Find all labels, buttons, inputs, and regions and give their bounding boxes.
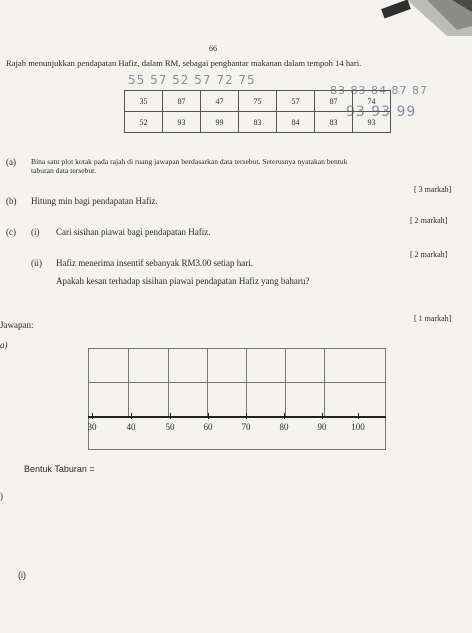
axis-tick: [322, 413, 323, 419]
table-cell: 57: [277, 91, 315, 112]
axis-tick-label: 80: [279, 422, 289, 432]
axis-tick: [358, 413, 359, 419]
question-c-label: (c): [6, 227, 16, 237]
table-cell: 47: [201, 91, 239, 112]
question-c-i-marks: [ 2 markah]: [410, 216, 448, 225]
table-cell: 52: [125, 112, 163, 133]
question-c-ii-marks: [ 2 markah]: [410, 250, 448, 259]
axis-tick: [131, 413, 132, 419]
axis-tick-label: 40: [126, 422, 136, 432]
axis-tick: [92, 413, 93, 419]
question-a-text: Bina satu plot kotak pada rajah di ruang jawapan berdasarkan data tersebut. Seterusnya nyatakan bentuk: [31, 157, 348, 166]
table-cell: 35: [125, 91, 163, 112]
handwriting-sorted-3: 93 93 99: [346, 104, 417, 120]
number-line-axis: [88, 416, 386, 418]
axis-tick-label: 30: [87, 422, 97, 432]
answer-c-i-label: (i): [18, 570, 26, 580]
question-b-label: (b): [6, 196, 17, 206]
table-cell: 87: [315, 91, 353, 112]
handwriting-sorted-2: 83 83 84 87 87: [330, 84, 428, 97]
intro-text: Rajah menunjukkan pendapatan Hafiz, dalam RM, sebagai penghantar makanan dalam tempoh 14 hari.: [6, 58, 362, 68]
answer-heading: Jawapan:: [0, 320, 34, 330]
axis-tick: [284, 413, 285, 419]
page-number: 66: [209, 44, 217, 53]
question-b-marks: [ 3 markah]: [414, 185, 452, 194]
handwriting-sorted-1: 55 57 52 57 72 75: [128, 73, 256, 87]
table-cell: 84: [277, 112, 315, 133]
question-c-i-text: Cari sisihan piawai bagi pendapatan Hafiz.: [56, 227, 211, 237]
table-cell: 83: [315, 112, 353, 133]
income-table: [124, 90, 391, 133]
axis-tick-label: 90: [317, 422, 327, 432]
table-row: [125, 112, 391, 133]
question-c-ii-text: Hafiz menerima insentif sebanyak RM3.00 setiap hari.: [56, 258, 253, 268]
question-c-marks-3: [ 1 markah]: [414, 314, 452, 323]
table-cell: 99: [201, 112, 239, 133]
question-c-ii-text-2: Apakah kesan terhadap sisihan piawai pendapatan Hafiz yang baharu?: [56, 276, 310, 286]
answer-a-label: a): [0, 340, 8, 350]
table-row: [125, 91, 391, 112]
table-cell: 93: [163, 112, 201, 133]
question-a-text-2: taburan data tersebut.: [31, 166, 97, 175]
corner-graphic: [352, 0, 472, 36]
axis-tick-label: 70: [241, 422, 251, 432]
answer-b-label: ): [0, 491, 3, 501]
axis-tick-label: 100: [351, 422, 365, 432]
answer-grid[interactable]: [88, 348, 386, 450]
axis-tick: [208, 413, 209, 419]
axis-tick: [246, 413, 247, 419]
table-cell: 93: [353, 112, 391, 133]
question-a-label: (a): [6, 157, 16, 167]
axis-tick-label: 50: [165, 422, 175, 432]
question-c-ii-label: (ii): [31, 258, 42, 268]
question-b-text: Hitung min bagi pendapatan Hafiz.: [31, 196, 158, 206]
axis-tick-label: 60: [203, 422, 213, 432]
table-cell: 74: [353, 91, 391, 112]
table-cell: 75: [239, 91, 277, 112]
axis-tick: [170, 413, 171, 419]
table-cell: 83: [239, 112, 277, 133]
question-c-i-label: (i): [31, 227, 40, 237]
table-cell: 87: [163, 91, 201, 112]
distribution-shape-label: Bentuk Taburan =: [24, 464, 95, 474]
